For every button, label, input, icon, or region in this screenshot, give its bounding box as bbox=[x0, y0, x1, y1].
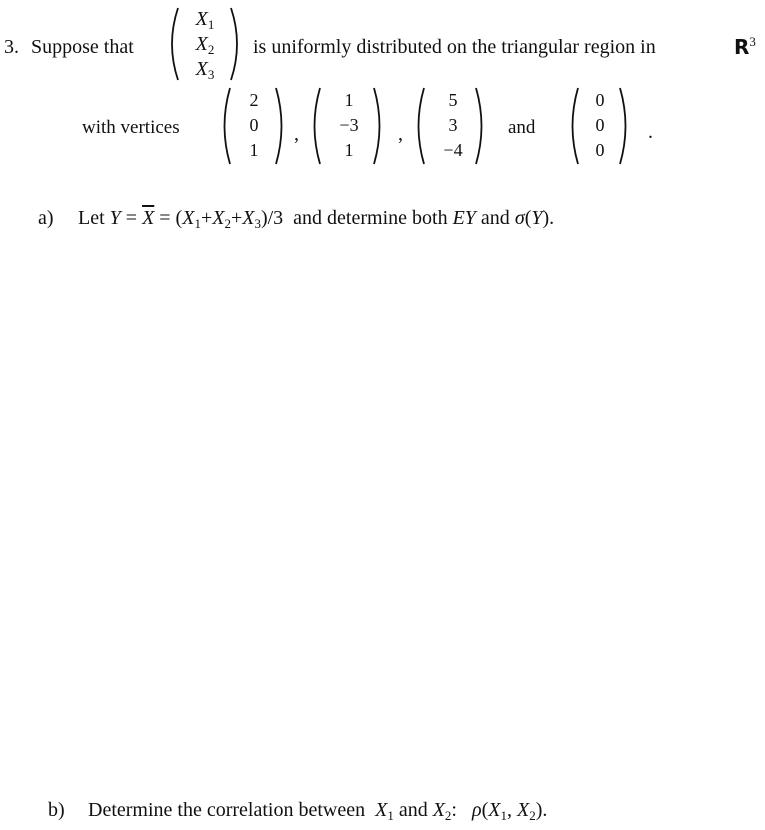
vertex-1-left-paren bbox=[216, 86, 234, 166]
vertex-1-right-paren bbox=[272, 86, 290, 166]
vertex-2-left-paren bbox=[306, 86, 324, 166]
vector-entry-1: $X_1$ bbox=[195, 8, 215, 32]
and-word: and bbox=[508, 117, 536, 138]
problem-number: 3. bbox=[4, 36, 19, 58]
comma: , bbox=[398, 123, 403, 145]
random-vector bbox=[188, 9, 222, 84]
problem-intro: Suppose that bbox=[31, 36, 134, 58]
part-b-label: b) bbox=[48, 799, 65, 821]
vertex-2: 1 −3 1 bbox=[339, 90, 359, 160]
vector-right-paren bbox=[227, 6, 247, 82]
vertex-3: 5 3 −4 bbox=[443, 90, 463, 160]
vector-left-paren bbox=[162, 6, 182, 82]
real-space: $R^3$ bbox=[734, 34, 756, 59]
vertex-3-right-paren bbox=[472, 86, 490, 166]
with-vertices-label: with vertices bbox=[82, 117, 180, 138]
vertex-4-left-paren bbox=[564, 86, 582, 166]
part-a-text: Let $Y = \overline{X} = (X_1+X_2+X_3)/3$ and determine both EY and σ(Y). bbox=[78, 207, 555, 231]
problem-statement: is uniformly distributed on the triangular region in bbox=[253, 36, 656, 58]
vector-entry-3: $X_3$ bbox=[195, 58, 215, 82]
vertex-4-right-paren bbox=[616, 86, 634, 166]
period: . bbox=[648, 121, 653, 143]
part-b-text: Determine the correlation between $X_1$ and $X_2$: $\rho(X_1$, $X_2$). bbox=[88, 799, 548, 823]
vertex-3-left-paren bbox=[410, 86, 428, 166]
part-a-label: a) bbox=[38, 207, 54, 229]
vertex-1: 2 0 1 bbox=[249, 90, 259, 160]
vertex-2-right-paren bbox=[370, 86, 388, 166]
comma: , bbox=[294, 123, 299, 145]
vertex-4: 0 0 0 bbox=[595, 90, 605, 160]
vector-entry-2: $X_2$ bbox=[195, 33, 215, 57]
